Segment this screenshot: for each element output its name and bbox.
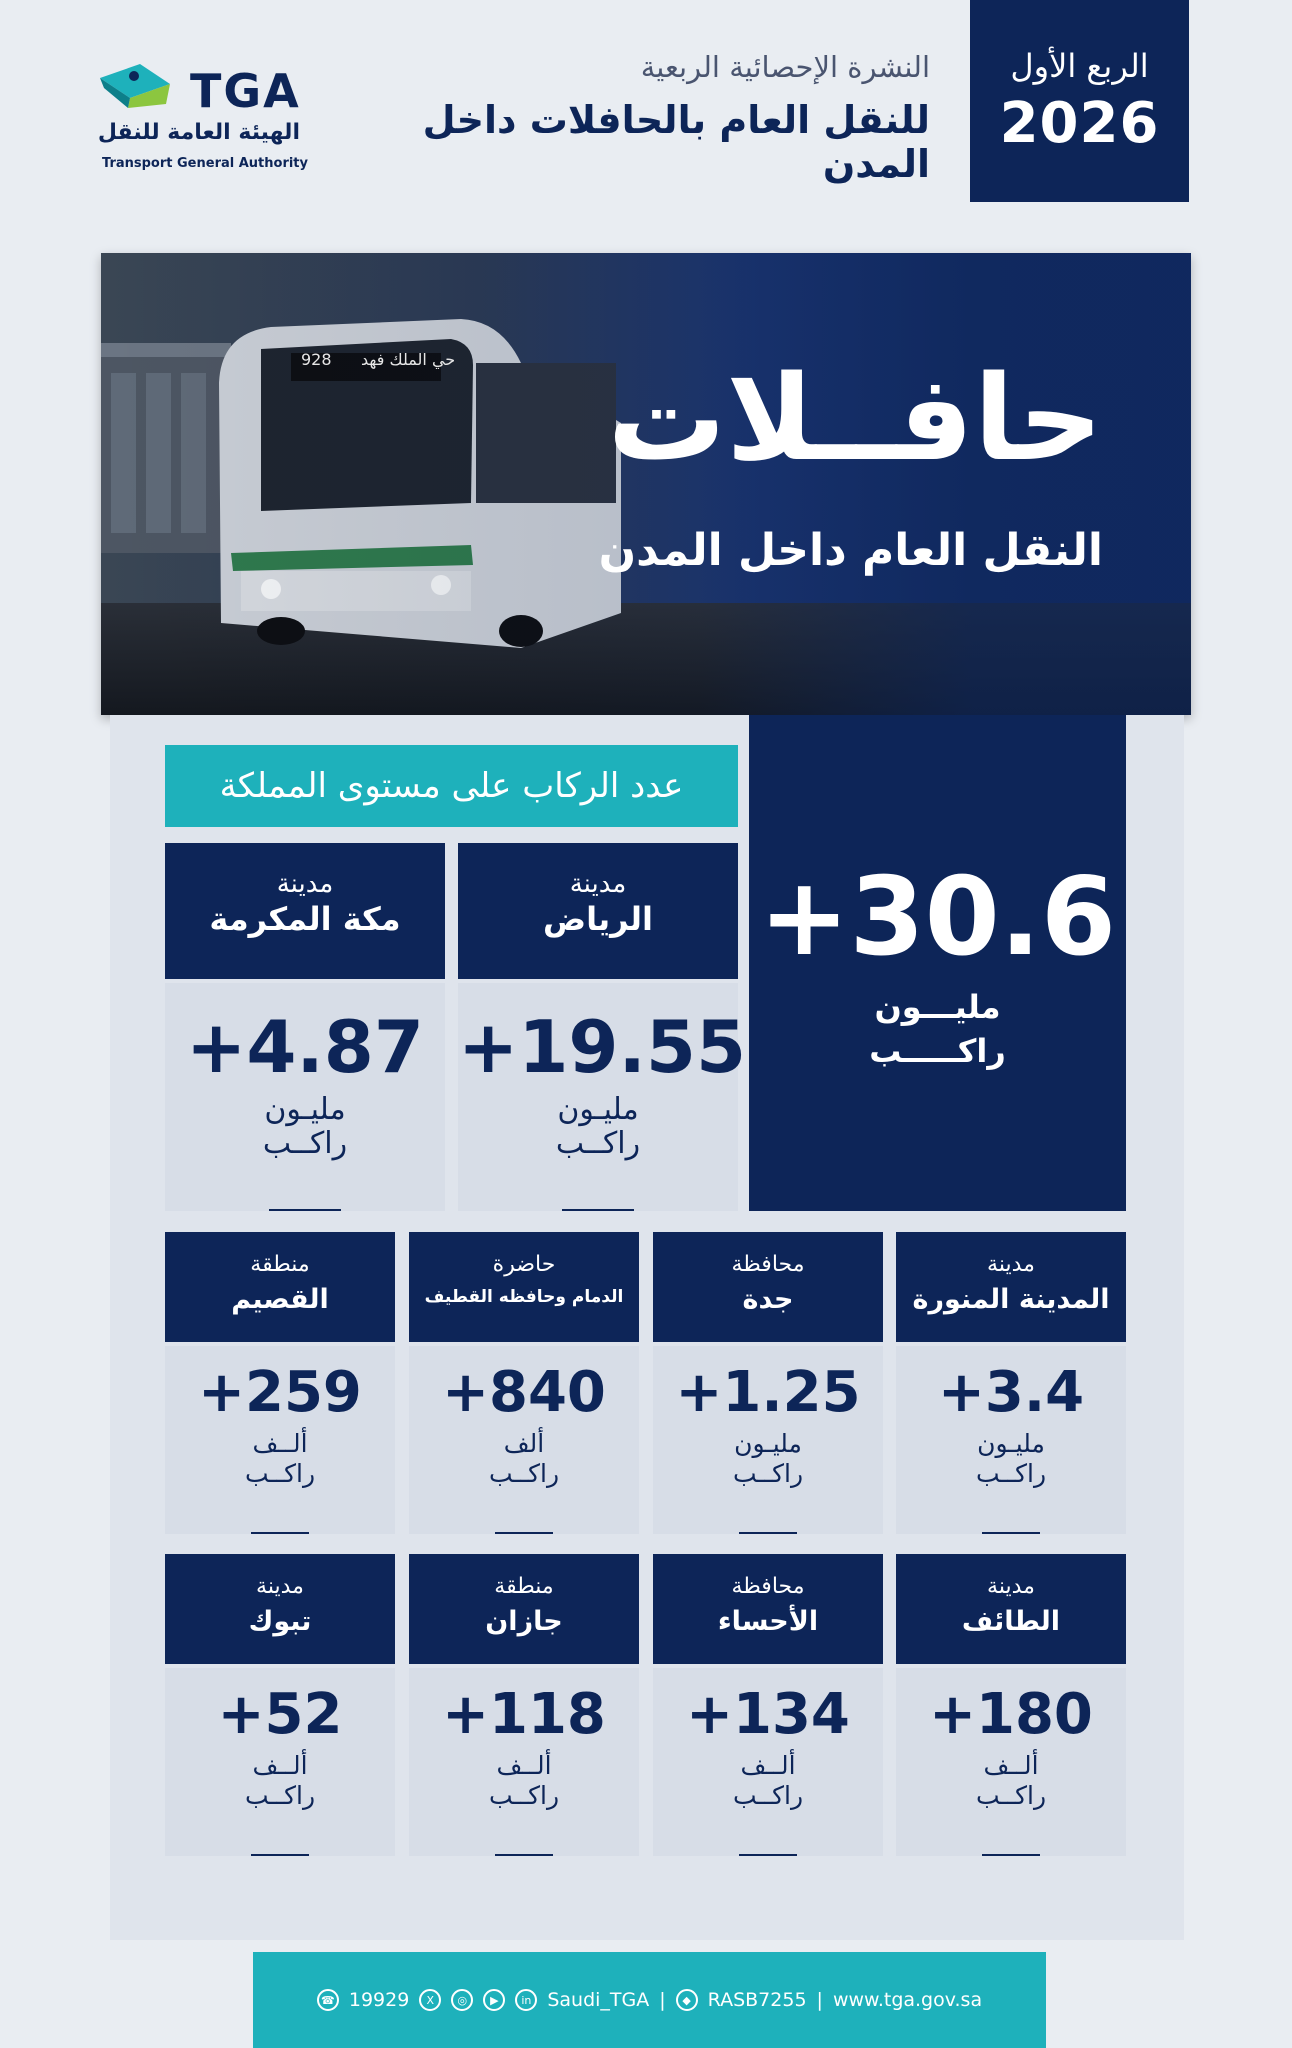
hero-subtitle: النقل العام داخل المدن [598, 525, 1103, 576]
bulletin-title: للنقل العام بالحافلات داخل المدن [422, 98, 930, 186]
city-divider [982, 1532, 1040, 1534]
quarter-label: الربع الأول [1010, 46, 1149, 85]
city-name: الدمام وحافظه القطيف [424, 1287, 624, 1307]
city-card-body [165, 1668, 395, 1856]
tga-logo [97, 58, 309, 178]
kingdom-total-value: +30.6 [759, 855, 1116, 980]
instagram-icon[interactable]: ◎ [451, 1989, 473, 2011]
city-kind: محافظة [731, 1574, 805, 1599]
city-unit-line1: مليـون [734, 1429, 802, 1458]
city-name: جدة [742, 1284, 794, 1315]
city-card-riyadh [458, 843, 747, 1211]
city-card-body [896, 1668, 1126, 1856]
city-unit-line2: راكــب [975, 1781, 1047, 1810]
city-unit-line2: راكــب [732, 1459, 804, 1488]
city-value: +52 [217, 1682, 343, 1747]
city-name: مكة المكرمة [209, 900, 401, 938]
city-name: تبوك [248, 1606, 312, 1637]
city-value: +19.55 [458, 1005, 747, 1089]
footer-code: RASB7255 [707, 1989, 807, 2011]
linkedin-icon[interactable]: in [515, 1989, 537, 2011]
city-card-header [165, 1232, 395, 1342]
city-divider [269, 1209, 341, 1211]
tga-logo-mark-icon [100, 58, 170, 108]
city-unit-line1: مليـون [557, 1092, 639, 1127]
city-name: الطائف [961, 1606, 1061, 1637]
city-card-tabuk [165, 1554, 395, 1856]
city-card-body [653, 1346, 883, 1534]
city-unit-line2: راكــب [732, 1781, 804, 1810]
logo-english-name: Transport General Authority [102, 156, 309, 171]
city-card-header [458, 843, 738, 979]
logo-arabic-name: الهيئة العامة للنقل [97, 120, 300, 145]
city-kind: منطقة [250, 1252, 310, 1277]
city-name: الرياض [543, 900, 653, 938]
kingdom-passengers-label: عدد الركاب على مستوى المملكة [165, 745, 738, 827]
youtube-icon[interactable]: ▶ [483, 1989, 505, 2011]
city-card-dammam [409, 1232, 639, 1534]
city-divider [739, 1532, 797, 1534]
city-divider [251, 1532, 309, 1534]
city-name: القصيم [231, 1284, 329, 1315]
city-value: +134 [686, 1682, 850, 1747]
x-twitter-icon[interactable]: X [419, 1989, 441, 2011]
city-value: +3.4 [937, 1360, 1085, 1425]
city-card-qassim [165, 1232, 395, 1534]
city-divider [562, 1209, 634, 1211]
city-name: المدينة المنورة [912, 1284, 1110, 1315]
city-card-jeddah [653, 1232, 883, 1534]
city-card-taif [896, 1554, 1126, 1856]
city-card-header [165, 843, 445, 979]
bus-destination-sign: حي الملك فهد [361, 350, 456, 369]
city-card-header [653, 1232, 883, 1342]
city-unit-line2: راكــب [244, 1781, 316, 1810]
city-card-header [409, 1232, 639, 1342]
city-card-body [653, 1668, 883, 1856]
city-card-madinah [896, 1232, 1126, 1534]
year-label: 2026 [999, 90, 1160, 156]
city-card-body [165, 1346, 395, 1534]
city-unit-line1: ألــف [252, 1751, 308, 1780]
kingdom-total-unit [749, 985, 1126, 1073]
city-card-body [409, 1668, 639, 1856]
kingdom-unit-passenger: راكـــــب [869, 1032, 1006, 1070]
footer-website-link[interactable]: www.tga.gov.sa [832, 1989, 983, 2011]
footer-separator: | [816, 1989, 823, 2011]
city-card-jazan [409, 1554, 639, 1856]
city-kind: منطقة [494, 1574, 554, 1599]
city-unit-line1: ألــف [983, 1751, 1039, 1780]
city-divider [739, 1854, 797, 1856]
footer-bar [253, 1952, 1046, 2048]
city-card-header [409, 1554, 639, 1664]
city-unit-line1: ألف [503, 1429, 545, 1458]
city-card-body [409, 1346, 639, 1534]
city-unit-line2: راكــب [262, 1126, 348, 1161]
city-card-makkah [165, 843, 445, 1211]
phone-icon: ☎ [317, 1989, 339, 2011]
bus-route-number: 928 [301, 350, 332, 369]
city-value: +180 [929, 1682, 1093, 1747]
city-value: +840 [442, 1360, 606, 1425]
city-name: جازان [485, 1606, 563, 1637]
city-unit-line2: راكــب [244, 1459, 316, 1488]
bulletin-subtitle: النشرة الإحصائية الربعية [640, 50, 930, 84]
logo-acronym: TGA [190, 64, 301, 118]
city-value: +4.87 [186, 1005, 424, 1089]
city-divider [495, 1532, 553, 1534]
hero-title: حافــلات [607, 349, 1103, 487]
city-card-header [896, 1554, 1126, 1664]
kingdom-unit-million: مليـــون [874, 988, 1001, 1026]
city-unit-line2: راكــب [488, 1459, 560, 1488]
city-unit-line1: ألــف [740, 1751, 796, 1780]
hero-banner [101, 253, 1191, 715]
city-kind: مدينة [276, 869, 334, 899]
city-card-header [165, 1554, 395, 1664]
city-card-header [896, 1232, 1126, 1342]
city-unit-line1: ألــف [496, 1751, 552, 1780]
city-kind: مدينة [987, 1574, 1035, 1599]
city-unit-line2: راكــب [555, 1126, 641, 1161]
city-unit-line1: مليـون [977, 1429, 1045, 1458]
city-unit-line1: ألــف [252, 1429, 308, 1458]
city-name: الأحساء [717, 1606, 819, 1637]
city-divider [495, 1854, 553, 1856]
quarter-box [970, 0, 1189, 202]
footer-phone[interactable]: 19929 [348, 1989, 410, 2011]
city-card-body [165, 983, 445, 1211]
city-value: +259 [198, 1360, 362, 1425]
city-kind: مدينة [987, 1252, 1035, 1277]
city-value: +1.25 [675, 1360, 861, 1425]
footer-separator: | [659, 1989, 666, 2011]
city-card-header [653, 1554, 883, 1664]
city-kind: حاضرة [492, 1252, 556, 1277]
city-kind: مدينة [256, 1574, 304, 1599]
city-card-body [458, 983, 747, 1211]
city-kind: محافظة [731, 1252, 805, 1277]
city-unit-line2: راكــب [488, 1781, 560, 1810]
city-unit-line1: مليـون [264, 1092, 346, 1127]
city-card-body [896, 1346, 1126, 1534]
city-divider [251, 1854, 309, 1856]
shield-icon: ◆ [676, 1989, 698, 2011]
city-unit-line2: راكــب [975, 1459, 1047, 1488]
header-titles [320, 50, 930, 186]
footer-handle[interactable]: Saudi_TGA [547, 1989, 650, 2011]
city-kind: مدينة [569, 869, 627, 899]
city-divider [982, 1854, 1040, 1856]
city-value: +118 [442, 1682, 606, 1747]
city-card-ahsa [653, 1554, 883, 1856]
kingdom-total-box [749, 715, 1126, 1211]
